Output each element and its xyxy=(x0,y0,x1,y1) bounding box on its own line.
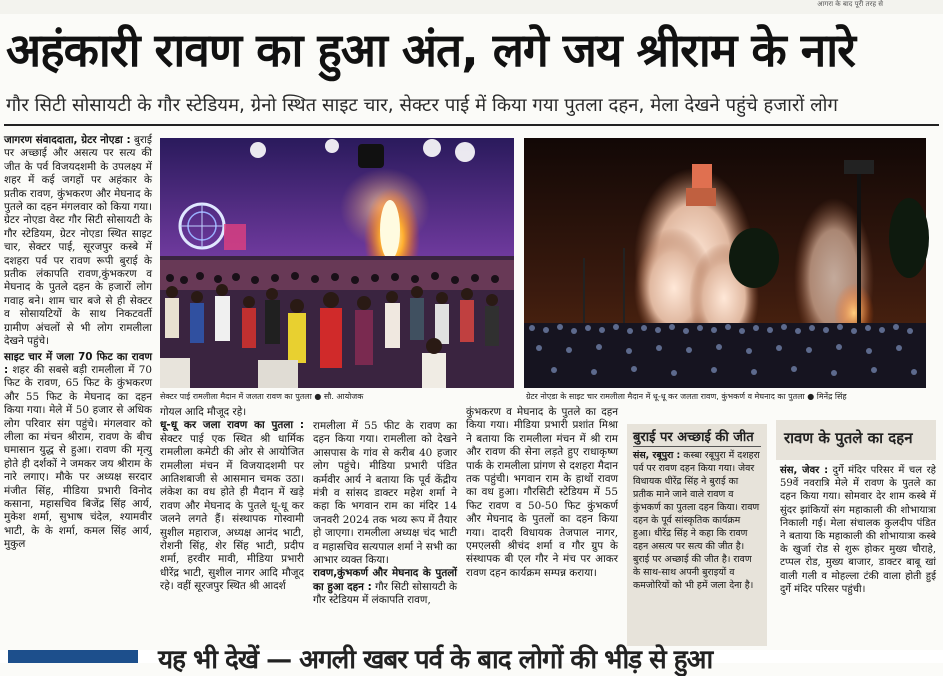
sidebox1-title: बुराई पर अच्छाई की जीत xyxy=(633,430,754,445)
sidebox2-title: रावण के पुतले का दहन xyxy=(784,429,913,447)
article-column-2 xyxy=(160,406,304,646)
sidebox1-divider xyxy=(633,446,761,447)
photo2-caption: ग्रेटर नोएडा के साइट चार रामलीला मैदान में धू-धू कर जलता रावण, कुंभकर्ण व मेघनाद का पुतला ● मिनेंद्र सिंह xyxy=(526,392,847,401)
subheadline: गौर सिटी सोसायटी के गौर स्टेडियम, ग्रेनो स्थित साइट चार, सेक्टर पाई में किया गया पुतला दहन, मेला देखने पहुंचे हजारों लोग xyxy=(6,95,838,116)
column2-para2 xyxy=(160,419,304,593)
next-story-tag xyxy=(8,650,138,663)
next-story-headline: यह भी देखें — अगली खबर पर्व के बाद लोगों की भीड़ से हुआ xyxy=(158,645,713,675)
sidebox1-dateline: संस, रबूपुरा : xyxy=(633,450,681,461)
column3-para1: रामलीला में 55 फीट के रावण का दहन किया गया। रामलीला को देखने आसपास के गांव से करीब 40 हजार लोग पहुंचे। मीडिया प्रभारी पंडित कर्मवीर आर्य ने बताया कि पूर्व केंद्रीय मंत्री व सांसद डाक्टर महेश शर्मा ने कहा कि भगवान राम का मंदिर 14 जनवरी 2024 तक भव्य रूप में तैयार हो जाएगा। रामलीला अध्यक्ष चंद भाटी व महासचिव सत्यपाल शर्मा ने सभी का आभार व्यक्त किया। xyxy=(313,420,457,567)
sidebox2-dateline: संस, जेवर : xyxy=(780,465,829,476)
column3-para2-text: गौर सिटी सोसायटी के गौर स्टेडियम में लंकापति रावण, xyxy=(313,580,457,607)
headline: अहंकारी रावण का हुआ अंत, लगे जय श्रीराम के नारे xyxy=(6,23,855,77)
article-column-1 xyxy=(4,134,152,646)
sidebox-burai-par-achchhai xyxy=(627,424,767,646)
header-rule xyxy=(4,124,939,126)
column3-para2 xyxy=(313,567,457,607)
column2-para1: गोयल आदि मौजूद रहे। xyxy=(160,406,247,418)
sidebox2-header xyxy=(776,420,936,460)
column1-para1 xyxy=(4,134,152,349)
article-column-3 xyxy=(313,420,457,646)
column1-para2 xyxy=(4,351,152,552)
photo-ravan-dahan-site-char xyxy=(524,138,926,388)
column4-para1: कुंभकरण व मेघनाद के पुतले का दहन किया गया। मीडिया प्रभारी प्रशांत मिश्रा ने बताया कि रामलीला मंचन में श्री राम और रावण की सेना लड़ते हुए राधाकृष्ण पार्क के रामलीला प्रांगण से दशहरा मैदान तक पहुंची। भगवान राम के हाथों रावण का वध हुआ। गौरसिटी स्टेडियम में 55 फिट रावण व 50-50 फिट कुंभकर्ण और मेघनाद के पुतलों का दहन किया गया। दादरी विधायक तेजपाल नागर, एमएलसी श्रीचंद शर्मा व गौर ग्रुप के संस्थापक बी एल गौर ने मंच पर आकर रावण दहन कार्यक्रम सम्पन्न कराया। xyxy=(466,406,618,579)
column1-subhead: साइट चार में जला 70 फिट का रावण : xyxy=(4,350,152,376)
sidebox1-body xyxy=(633,449,761,643)
photo1-caption: सेक्टर पाई रामलीला मैदान में जलता रावण का पुतला ● सौ. आयोजक xyxy=(160,392,364,401)
photo-ravan-dahan-sector-pai xyxy=(160,138,514,388)
article-column-4 xyxy=(466,406,618,646)
sidebox1-body-text: कस्बा रबूपुरा में दशहरा पर्व पर रावण दहन किया गया। जेवर विधायक धीरेंद्र सिंह ने बुराई का प्रतीक माने जाने वाले रावण व कुंभकर्ण का पुतला दहन किया। रावण दहन के पूर्व सांस्कृतिक कार्यक्रम हुआ। धीरेंद्र सिंह ने कहा कि रावण दहन असत्य पर सत्य की जीत है। बुराई पर अच्छाई की जीत है। रावण के साथ-साथ अपनी बुराइयों व कमजोरियों को भी हमें जला देना है। xyxy=(633,450,760,591)
column1-para2-text: शहर की सबसे बड़ी रामलीला में 70 फिट के रावण, 65 फिट के कुंभकरण और 55 फिट के मेघनाद का दहन किया गया। मेले में 50 हजार से अधिक लोग परिवार संग पहुंचे। मंगलवार को लीला का मंचन श्रीराम, रावण के बीच घमासान युद्ध से हुआ। रावण की मृत्यु होते ही दर्शकों ने जमकर जय श्रीराम के नारे लगाए। मौके पर अध्यक्ष सरदार मंजीत सिंह, मीडिया प्रभारी विनोद कसाना, महासचिव बिजेंद्र सिंह आर्य, मुकेश शर्मा, सुभाष चंदेल, श्यामवीर भाटी, के के शर्मा, कमल सिंह आर्य, मुकुल xyxy=(4,363,153,551)
dateline: जागरण संवाददाता, ग्रेटर नोएडा : xyxy=(4,134,131,146)
next-story-strip xyxy=(0,645,943,675)
top-strip-text: आगरा के बाद पूरी तरह से xyxy=(817,0,883,8)
column3-subhead: रावण,कुंभकर्ण और मेघनाद के पुतलों का हुआ दहन : xyxy=(313,567,457,593)
column1-para1-text: बुराई पर अच्छाई और असत्य पर सत्य की जीत के पर्व विजयदशमी के उपलक्ष्य में शहर में कई जगहों पर अहंकार के प्रतीक रावण, कुंभकरण और मेघनाद के पुतले का दहन मंगलवार को किया गया। ग्रेटर नोएडा वेस्ट गौर सिटी सोसायटी के गौर स्टेडियम, ग्रेटर नोएडा स्थित साइट चार, सेक्टर पाई, सूरजपुर कस्बे में दशहरा पर्व पर रावण रूपी बुराई के प्रतीक लंकापति रावण,कुंभकरण व मेघनाद के पुतले दहन के हजारों लोग गवाह बने। शाम चार बजे से ही सेक्टर व सोसायटियों के साथ निकटवर्ती ग्रामीण अंचलों से भी लोग रामलीला देखने पहुंचे। xyxy=(4,134,152,348)
sidebox2-body-text: दुर्गे मंदिर परिसर में चल रहे 59वें नवरात्रि मेले में रावण के पुतले का दहन किया गया। सोमवार देर शाम कस्बे में सुंदर झांकियों संग महाकाली की शोभायात्रा निकाली गई। मेला संचालक कुलदीप पंडित ने बताया कि महाकाली की शोभायात्रा कस्बे के खुर्जा रोड से शुरू होकर मुख्य चौराहे, टप्पल रोड, मुख्य बाजार, डाक्टर बाबू खां वाली गली व मोहल्ला टंकी वाला होती हुई दुर्गे मंदिर परिसर पहुंची। xyxy=(780,465,936,595)
column2-subhead: धू-धू कर जला रावण का पुतला : xyxy=(160,419,304,432)
top-strip xyxy=(0,0,943,14)
sidebox2-body xyxy=(780,464,936,646)
column2-para2-text: सेक्टर पाई एक स्थित श्री धार्मिक रामलीला कमेटी की ओर से आयोजित रामलीला मंचन में विजयादशमी पर आतिशबाजी से आसमान चमक उठा। लंकेश का वध होते ही मैदान में खड़े रावण और मेघनाद के पुतले धू-धू कर जलने लगते हैं। संस्थापक गोस्वामी सुशील महाराज, अध्यक्ष आनंद भाटी, रोशनी सिंह, शेर सिंह भाटी, प्रदीप शर्मा, हरवीर मावी, मीडिया प्रभारी धीरेंद्र भाटी, सुशील नागर आदि मौजूद रहे। वहीं सूरजपुर स्थित श्री आदर्श xyxy=(160,432,304,593)
